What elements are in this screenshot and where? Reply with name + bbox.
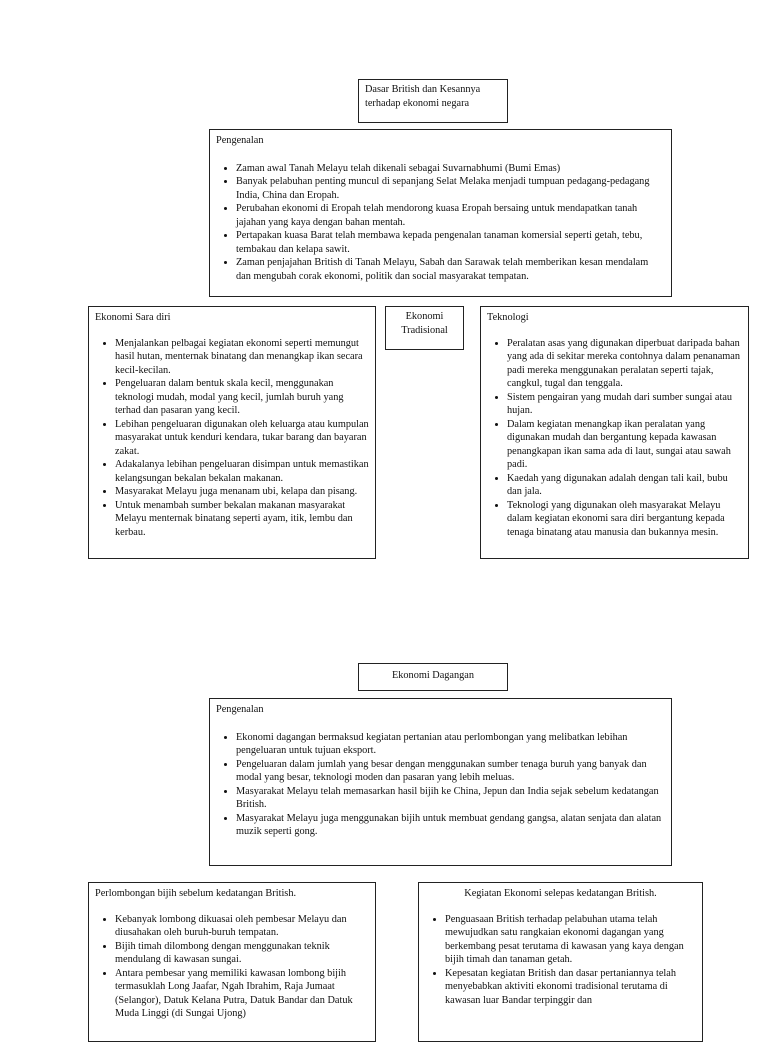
selepas-list — [425, 913, 696, 1008]
title-line: Dasar British dan Kesannya — [365, 84, 481, 95]
list-item: • Perubahan ekonomi di Eropah telah mendorong kuasa Eropah bersaing untuk mendapatkan tanah jajahan yang kaya dengan bahan mentah. — [236, 202, 665, 229]
tradisional-line: Ekonomi — [405, 311, 444, 322]
list-item: • Penguasaan British terhadap pelabuhan utama telah mewujudkan satu rangkaian ekonomi dagangan yang berkembang pesat terutama di kawasan yang kaya dengan bijih timah dan tanaman getah. — [445, 913, 696, 967]
list-item: • Peralatan asas yang digunakan diperbuat daripada bahan yang ada di sekitar mereka contohnya dalam penanaman padi mereka menggunakan peralatan seperti tajak, cangkul, tugal dan tenggala. — [507, 337, 742, 391]
selepas-heading: Kegiatan Ekonomi selepas kedatangan British. — [464, 888, 657, 899]
teknologi-heading: Teknologi — [487, 312, 529, 323]
sebelum-heading: Perlombongan bijih sebelum kedatangan British. — [95, 888, 297, 899]
list-item: • Lebihan pengeluaran digunakan oleh keluarga atau kumpulan masyarakat untuk kenduri kendara, tukar barang dan bayaran zakat. — [115, 418, 369, 459]
title-line: terhadap ekonomi negara — [365, 97, 470, 109]
list-item: • Untuk menambah sumber bekalan makanan masyarakat Melayu menternak binatang seperti ayam, itik, lembu dan kerbau. — [115, 499, 369, 540]
pengenalan-list — [216, 162, 665, 284]
list-item: • Menjalankan pelbagai kegiatan ekonomi seperti memungut hasil hutan, menternak binatang dan menangkap ikan secara kecil-kecilan. — [115, 337, 369, 378]
list-item: • Antara pembesar yang memiliki kawasan lombong bijih termasuklah Long Jaafar, Ngah Ibrahim, Raja Jumaat (Selangor), Datuk Kelana Putra, Datuk Bandar dan Datuk Muda Linggi (di Sungai Ujong) — [115, 967, 369, 1021]
selepas-british-box — [418, 882, 703, 1042]
sebelum-list — [95, 913, 369, 1021]
tradisional-line: Tradisional — [401, 324, 448, 336]
list-item: • Masyarakat Melayu telah memasarkan hasil bijih ke China, Jepun dan India sejak sebelum kedatangan British. — [236, 785, 665, 812]
title-line: Ekonomi Dagangan — [391, 670, 475, 681]
list-item: • Kepesatan kegiatan British dan dasar pertaniannya telah menyebabkan aktiviti ekonomi tradisional terutama di kawasan luar Bandar terpinggir dan — [445, 967, 696, 1008]
list-item: • Bijih timah dilombong dengan menggunakan teknik mendulang di kawasan sungai. — [115, 940, 369, 967]
sebelum-british-box — [88, 882, 376, 1042]
list-item: • Kebanyak lombong dikuasai oleh pembesar Melayu dan diusahakan oleh buruh-buruh tempatan. — [115, 913, 369, 940]
pengenalan-heading: Pengenalan — [216, 135, 264, 146]
pengenalan-list — [216, 731, 665, 839]
list-item: • Pertapakan kuasa Barat telah membawa kepada pengenalan tanaman komersial seperti getah, tebu, tembakau dan kelapa sawit. — [236, 229, 665, 256]
pengenalan-box-1 — [209, 129, 672, 297]
sara-diri-list — [95, 337, 369, 540]
list-item: • Pengeluaran dalam bentuk skala kecil, menggunakan teknologi mudah, modal yang kecil, jumlah buruh yang terhad dan pasaran yang kecil. — [115, 377, 369, 418]
list-item: • Pengeluaran dalam jumlah yang besar dengan menggunakan sumber tenaga buruh yang banyak dan modal yang besar, teknologi moden dan pasaran yang lebih meluas. — [236, 758, 665, 785]
title-box-dasar-british — [358, 79, 508, 123]
list-item: • Masyarakat Melayu juga menanam ubi, kelapa dan pisang. — [115, 485, 369, 499]
list-item: • Zaman penjajahan British di Tanah Melayu, Sabah dan Sarawak telah memberikan kesan mendalam dan mengubah corak ekonomi, politik dan social masyarakat tempatan. — [236, 256, 665, 283]
list-item: • Ekonomi dagangan bermaksud kegiatan pertanian atau perlombongan yang melibatkan lebihan pengeluaran untuk tujuan eksport. — [236, 731, 665, 758]
list-item: • Adakalanya lebihan pengeluaran disimpan untuk memastikan kelangsungan bekalan bekalan makanan. — [115, 458, 369, 485]
list-item: • Zaman awal Tanah Melayu telah dikenali sebagai Suvarnabhumi (Bumi Emas) — [236, 162, 665, 176]
sara-diri-box — [88, 306, 376, 559]
list-item: • Dalam kegiatan menangkap ikan peralatan yang digunakan mudah dan bergantung kepada kawasan penangkapan ikan sama ada di laut, sungai atau sawah padi. — [507, 418, 742, 472]
teknologi-box — [480, 306, 749, 559]
list-item: • Banyak pelabuhan penting muncul di sepanjang Selat Melaka menjadi tumpuan pedagang-pedagang India, China dan Eropah. — [236, 175, 665, 202]
teknologi-list — [487, 337, 742, 540]
pengenalan-heading: Pengenalan — [216, 704, 264, 715]
list-item: • Masyarakat Melayu juga menggunakan bijih untuk membuat gendang gangsa, alatan senjata dan alatan muzik seperti gong. — [236, 812, 665, 839]
pengenalan-box-2 — [209, 698, 672, 866]
list-item: • Kaedah yang digunakan adalah dengan tali kail, bubu dan jala. — [507, 472, 742, 499]
tradisional-box — [385, 306, 464, 350]
list-item: • Sistem pengairan yang mudah dari sumber sungai atau hujan. — [507, 391, 742, 418]
sara-diri-heading: Ekonomi Sara diri — [95, 312, 171, 323]
title-box-ekonomi-dagangan — [358, 663, 508, 691]
list-item: • Teknologi yang digunakan oleh masyarakat Melayu dalam kegiatan ekonomi sara diri bergantung kepada tenaga binatang atau manusia dan bukannya mesin. — [507, 499, 742, 540]
